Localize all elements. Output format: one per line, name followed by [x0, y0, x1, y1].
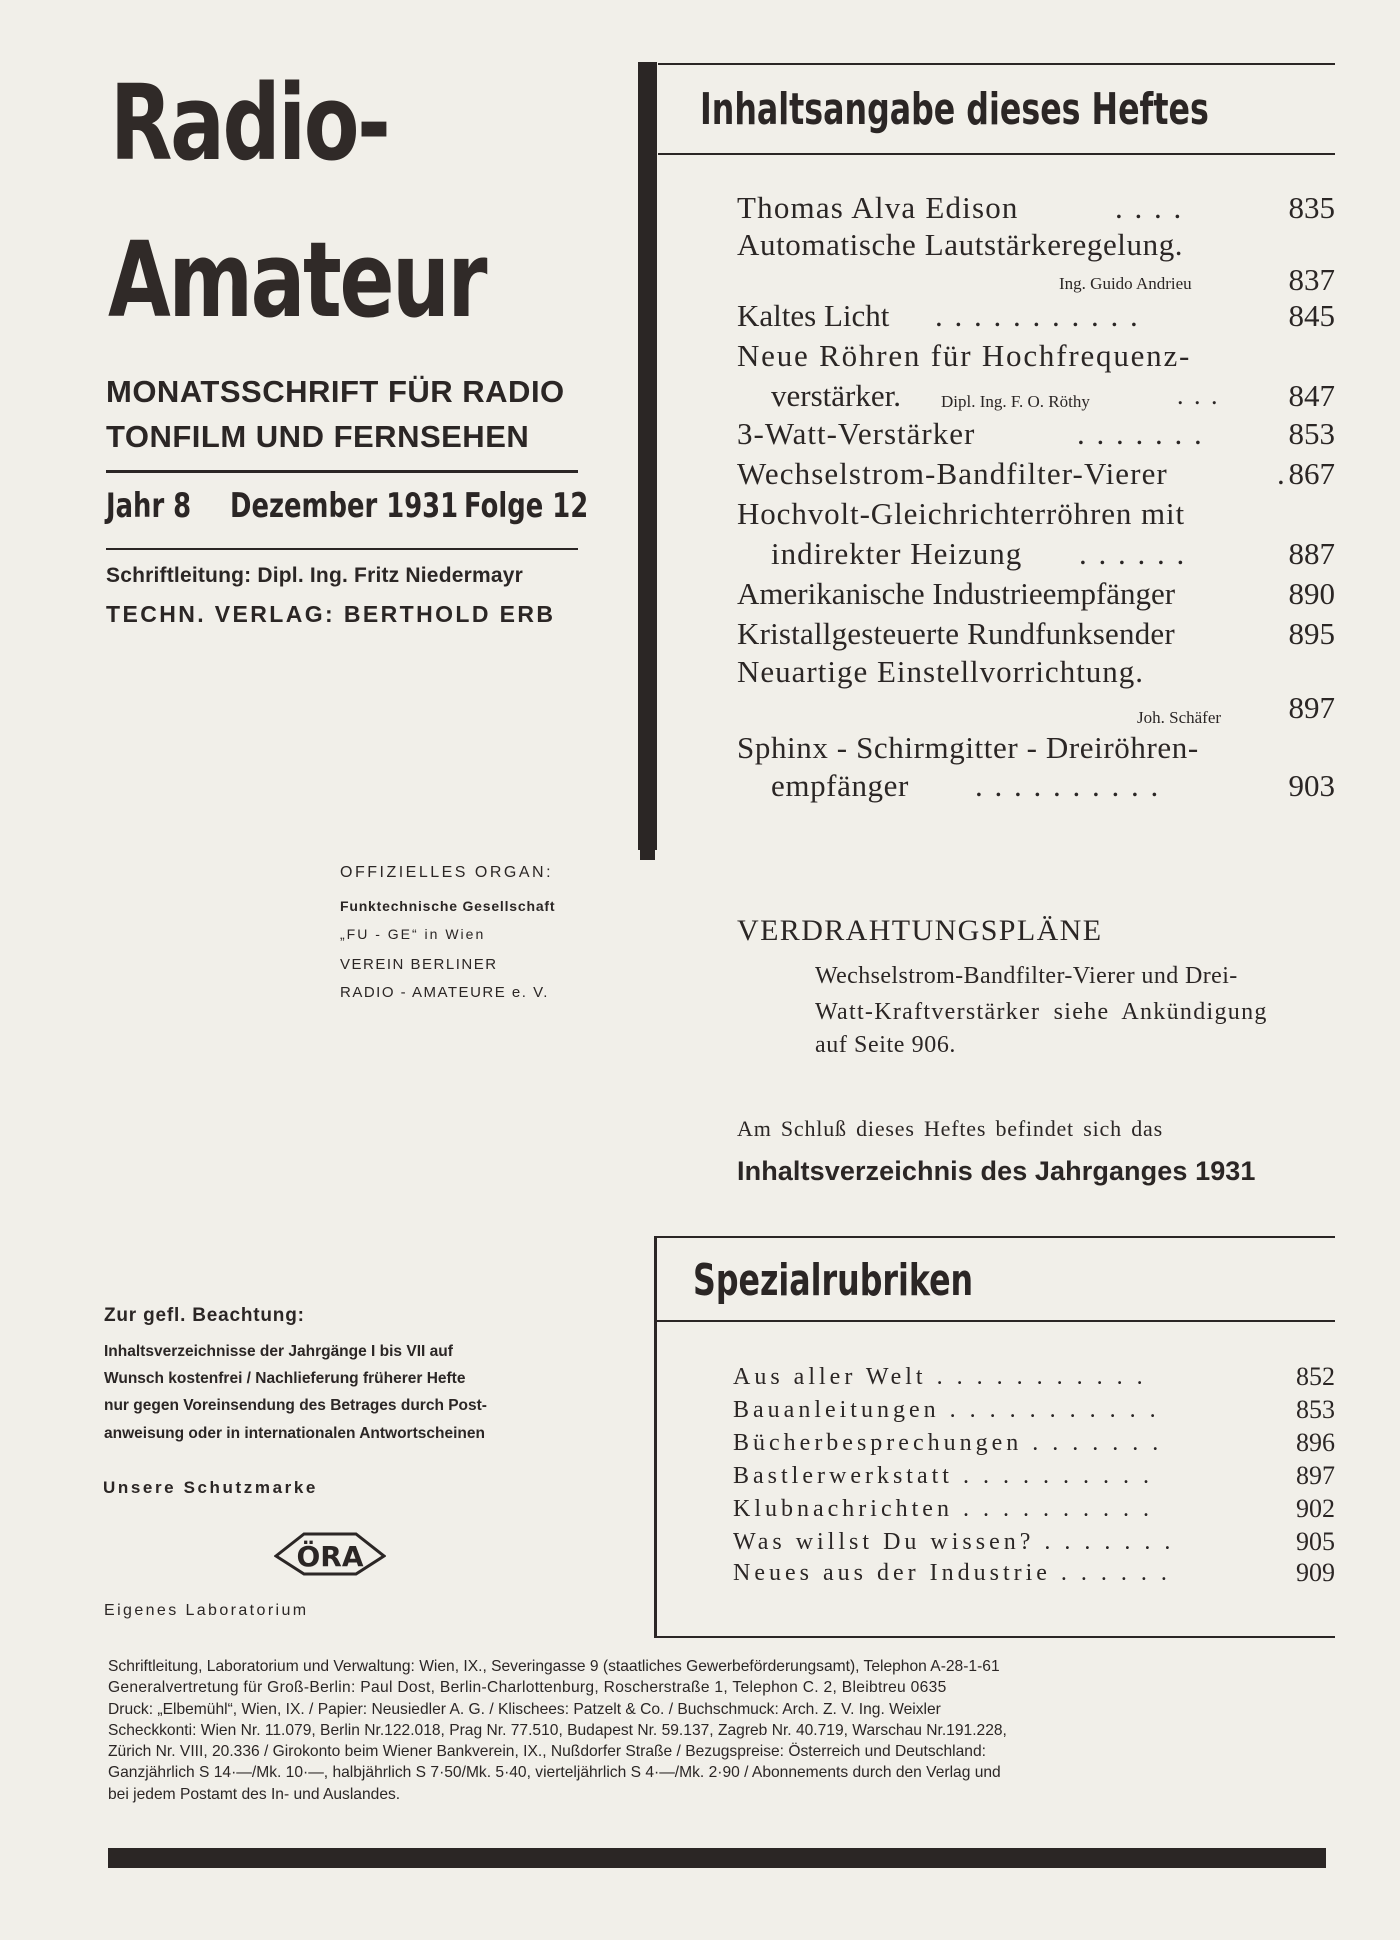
- toc-entry-roehren-author: [737, 376, 1335, 416]
- special-entry-page: 902: [1296, 1494, 1335, 1523]
- notice-line2: Wunsch kostenfrei / Nachlieferung früherer Hefte: [104, 1370, 466, 1387]
- toc-entry-page: 845: [1288, 298, 1335, 333]
- special-heading-rule: [657, 1320, 1335, 1322]
- special-entry: [733, 1493, 1335, 1525]
- editor-line: Schriftleitung: Dipl. Ing. Fritz Niedermayr: [106, 564, 523, 587]
- official-organ-line4: RADIO - AMATEURE e. V.: [340, 984, 549, 1001]
- toc-entry-edison: [737, 188, 1335, 228]
- imprint-line3: Druck: „Elbemühl“, Wien, IX. / Papier: Neusiedler A. G. / Klischees: Patzelt & Co. / Buchschmuck: Arch. Z. V. Ing. Weixler: [108, 1700, 941, 1718]
- notice-line1: Inhaltsverzeichnisse der Jahrgänge I bis VII auf: [104, 1343, 453, 1360]
- special-entry-title: Aus aller Welt . . . . . . . . . . .: [733, 1364, 1147, 1390]
- toc-entry-roehren: [737, 336, 1335, 376]
- toc-entry-title: indirekter Heizung: [771, 536, 1023, 571]
- official-organ-heading: OFFIZIELLES ORGAN:: [340, 864, 554, 881]
- special-entry-page: 853: [1296, 1395, 1335, 1424]
- toc-entry-leader: . . . . . . .: [1077, 416, 1204, 451]
- masthead-title-line2: Amateur: [108, 219, 486, 341]
- toc-entry-bandfilter: [737, 454, 1335, 494]
- masthead-subtitle-line1: MONATSSCHRIFT FÜR RADIO: [106, 374, 565, 409]
- toc-entry-sphinx-cont: [737, 766, 1335, 806]
- special-entry: [733, 1557, 1335, 1589]
- notice-line3: nur gegen Voreinsendung des Betrages durch Post-: [104, 1397, 487, 1414]
- toc-entry-hochvolt-cont: [737, 534, 1335, 574]
- imprint-line5: Zürich Nr. VIII, 20.336 / Girokonto beim Wiener Bankverein, IX., Nußdorfer Straße / Bezugspreise: Österreich und Deutschland:: [108, 1743, 986, 1761]
- toc-entry-einstell-author: [737, 688, 1335, 728]
- toc-entry-page: 890: [1288, 576, 1335, 611]
- toc-entry-author: Ing. Guido Andrieu: [1059, 274, 1192, 293]
- trademark-logo: [274, 1530, 386, 1578]
- special-entry-page: 896: [1296, 1428, 1335, 1457]
- trademark-logo-text: ÖRA: [296, 1540, 364, 1573]
- toc-entry-page: 895: [1288, 616, 1335, 651]
- toc-entry-kristall: [737, 614, 1335, 654]
- issue-number: Folge 12: [464, 486, 589, 526]
- toc-entry-leader: . . .: [1177, 381, 1220, 410]
- footer-bar: [108, 1848, 1326, 1868]
- special-entry-title: Bastlerwerkstatt . . . . . . . . . .: [733, 1463, 1153, 1489]
- toc-entry-author: Dipl. Ing. F. O. Röthy: [941, 392, 1090, 411]
- masthead-bottom-rule: [106, 548, 578, 550]
- wiring-line2: Watt-Kraftverstärker siehe Ankündigung: [815, 999, 1268, 1025]
- masthead-top-rule: [106, 470, 578, 473]
- toc-entry-page: 853: [1288, 416, 1335, 451]
- toc-entry-page: 887: [1288, 536, 1335, 571]
- toc-entry-title: Wechselstrom-Bandfilter-Vierer: [737, 456, 1168, 491]
- toc-entry-title: Sphinx - Schirmgitter - Dreiröhren-: [737, 730, 1199, 765]
- official-organ-line1: Funktechnische Gesellschaft: [340, 898, 556, 914]
- lab-label: Eigenes Laboratorium: [104, 1602, 309, 1619]
- toc-entry-title: Kristallgesteuerte Rundfunksender: [737, 616, 1175, 651]
- toc-entry-hochvolt: [737, 494, 1335, 534]
- toc-entry-leader: . . . . . . . . . . .: [935, 298, 1140, 333]
- annual-index-line1: Am Schluß dieses Heftes befindet sich das: [737, 1116, 1163, 1141]
- contents-heading-rule: [658, 153, 1335, 155]
- notice-line4: anweisung oder in internationalen Antwortscheinen: [104, 1425, 485, 1442]
- toc-entry-kaltes-licht: [737, 296, 1335, 336]
- wiring-heading: VERDRAHTUNGSPLÄNE: [737, 914, 1103, 947]
- imprint-line2: Generalvertretung für Groß-Berlin: Paul Dost, Berlin-Charlottenburg, Roscherstraße 1, Telephon C. 2, Bleibtreu 0635: [108, 1679, 947, 1697]
- special-entry-page: 897: [1296, 1461, 1335, 1490]
- column-divider-upper: [638, 62, 657, 850]
- contents-heading: Inhaltsangabe dieses Heftes: [700, 84, 1209, 135]
- special-top-rule: [654, 1236, 1335, 1238]
- special-entry-title: Bücherbesprechungen . . . . . . .: [733, 1430, 1163, 1456]
- toc-entry-leader: . . . . . . . . . .: [975, 768, 1161, 803]
- imprint-line6: Ganzjährlich S 14·—/Mk. 10·—, halbjährlich S 7·50/Mk. 5·40, vierteljährlich S 4·—/Mk. 2·90 / Abonnements durch den Verlag und: [108, 1764, 1001, 1782]
- wiring-line3: auf Seite 906.: [815, 1032, 957, 1058]
- masthead-title-line1: Radio-: [110, 62, 389, 184]
- special-entry-title: Neues aus der Industrie . . . . . .: [733, 1560, 1171, 1586]
- toc-entry-page: 897: [1288, 690, 1335, 725]
- masthead-subtitle-line2: TONFILM UND FERNSEHEN: [106, 419, 530, 454]
- special-entry-page: 905: [1296, 1527, 1335, 1556]
- special-heading: Spezialrubriken: [693, 1255, 974, 1306]
- special-entry-title: Klubnachrichten . . . . . . . . . .: [733, 1496, 1153, 1522]
- toc-entry-title: Neue Röhren für Hochfrequenz-: [737, 338, 1192, 373]
- toc-entry-title: Neuartige Einstellvorrichtung.: [737, 654, 1145, 689]
- special-entry-title: Was willst Du wissen? . . . . . . .: [733, 1529, 1175, 1555]
- toc-entry-page: 835: [1288, 190, 1335, 225]
- toc-entry-einstell: [737, 652, 1335, 692]
- toc-entry-title: Amerikanische Industrieempfänger: [737, 576, 1176, 611]
- imprint-line4: Scheckkonti: Wien Nr. 11.079, Berlin Nr.122.018, Prag Nr. 77.510, Budapest Nr. 59.137, Zagreb Nr. 40.719, Warschau Nr.191.228,: [108, 1721, 1007, 1739]
- annual-index-line2: Inhaltsverzeichnis des Jahrganges 1931: [737, 1156, 1256, 1186]
- special-entry: [733, 1526, 1335, 1558]
- toc-entry-title: empfänger: [771, 768, 909, 803]
- toc-entry-page: 903: [1288, 768, 1335, 803]
- toc-entry-leader: .: [1277, 456, 1287, 491]
- toc-entry-3watt: [737, 414, 1335, 454]
- toc-entry-title: Thomas Alva Edison: [737, 190, 1019, 225]
- toc-entry-title: verstärker.: [771, 378, 901, 413]
- special-entry: [733, 1427, 1335, 1459]
- toc-entry-lautstaerke-author: [737, 260, 1335, 300]
- toc-entry-amerikanische: [737, 574, 1335, 614]
- toc-entry-sphinx: [737, 728, 1335, 768]
- toc-entry-title: 3-Watt-Verstärker: [737, 416, 976, 451]
- special-bottom-rule: [657, 1636, 1335, 1638]
- special-entry-page: 909: [1296, 1558, 1335, 1587]
- toc-entry-leader: . . . . . .: [1079, 536, 1187, 571]
- special-entry-page: 852: [1296, 1362, 1335, 1391]
- official-organ-line2: „FU - GE“ in Wien: [340, 926, 486, 942]
- special-entry: [733, 1460, 1335, 1492]
- issue-year: Jahr 8: [106, 486, 192, 526]
- wiring-line1: Wechselstrom-Bandfilter-Vierer und Drei-: [815, 963, 1238, 989]
- toc-entry-title: Automatische Lautstärkeregelung.: [737, 227, 1184, 262]
- publisher-line: TECHN. VERLAG: BERTHOLD ERB: [106, 601, 556, 627]
- issue-date: Dezember 1931: [230, 486, 459, 526]
- toc-entry-title: Hochvolt-Gleichrichterröhren mit: [737, 496, 1186, 531]
- toc-entry-page: 867: [1288, 456, 1335, 491]
- imprint-line1: Schriftleitung, Laboratorium und Verwaltung: Wien, IX., Severingasse 9 (staatliches Gewerbeförderungsamt), Telephon A-28-1-61: [108, 1658, 1000, 1675]
- imprint: [108, 1656, 1333, 1805]
- trademark-label: Unsere Schutzmarke: [103, 1478, 318, 1497]
- toc-entry-author: Joh. Schäfer: [1137, 708, 1222, 727]
- special-entry: [733, 1394, 1335, 1426]
- toc-entry-lautstaerke: [737, 225, 1335, 265]
- toc-entry-page: 837: [1288, 262, 1335, 297]
- special-entry: [733, 1361, 1335, 1393]
- contents-top-rule: [658, 63, 1335, 65]
- imprint-line7: bei jedem Postamt des In- und Auslandes.: [108, 1785, 401, 1803]
- special-entry-title: Bauanleitungen . . . . . . . . . . .: [733, 1397, 1160, 1423]
- toc-entry-title: Kaltes Licht: [737, 298, 890, 333]
- toc-entry-leader: . . . .: [1115, 190, 1184, 225]
- special-left-rule: [654, 1238, 657, 1638]
- column-divider-lower: [640, 850, 655, 860]
- toc-entry-page: 847: [1288, 378, 1335, 413]
- official-organ-line3: VEREIN BERLINER: [340, 956, 498, 973]
- notice-heading: Zur gefl. Beachtung:: [104, 1305, 305, 1326]
